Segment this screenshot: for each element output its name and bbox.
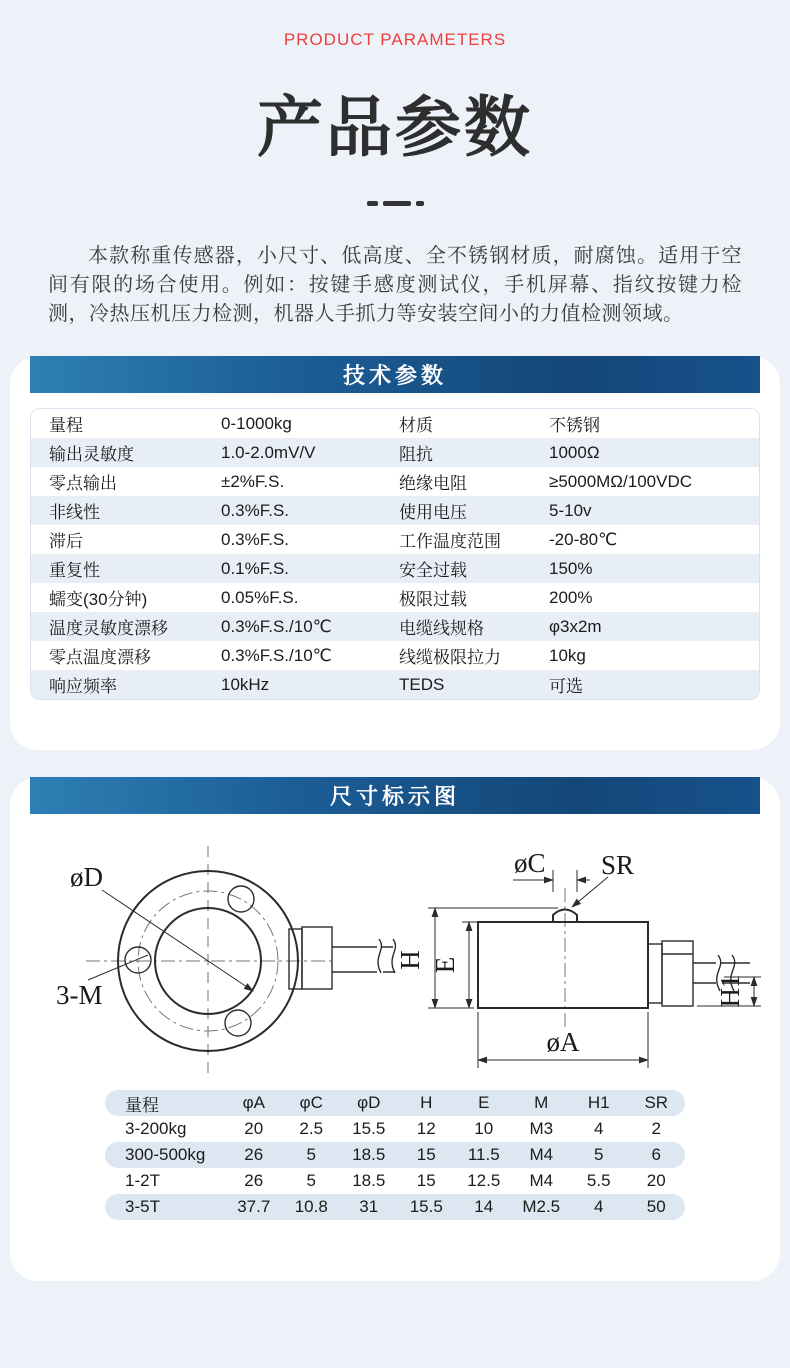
bolt-hole: [225, 1010, 251, 1036]
spec-cell: 工作温度范围: [399, 532, 501, 551]
spec-row: [31, 641, 759, 670]
dim-cell: 15: [416, 1171, 436, 1190]
dim-cell: M4: [529, 1145, 554, 1164]
dim-cell: 26: [244, 1171, 264, 1190]
dim-table-row: [105, 1116, 685, 1142]
dim-cell: 6: [651, 1145, 661, 1164]
dim-cell: 20: [646, 1171, 666, 1190]
spec-cell: TEDS: [399, 674, 445, 694]
dim-cell: M: [534, 1093, 549, 1112]
spec-cell: 5-10v: [549, 500, 592, 520]
dim-cell: 26: [244, 1145, 264, 1164]
dim-cell: φC: [299, 1093, 323, 1112]
dim-cell: 18.5: [352, 1171, 386, 1190]
dim-cell: 3-5T: [125, 1197, 160, 1216]
spec-cell: 0-1000kg: [221, 413, 292, 433]
spec-cell: 蠕变(30分钟): [49, 590, 148, 609]
spec-cell: 极限过载: [399, 590, 467, 609]
dimension-header-bar: [30, 777, 760, 814]
product-description: 本款称重传感器，小尺寸、低高度、全不锈钢材质，耐腐蚀。适用于空间有限的场合使用。例如：按键手感度测试仪，手机屏幕、指纹按键力检测，冷热压机压力检测，机器人手抓力等安装空间小的力值检测领域。: [48, 245, 742, 325]
spec-cell: 10kHz: [221, 674, 270, 694]
dim-cell: 12.5: [467, 1171, 501, 1190]
spec-cell: 零点输出: [49, 474, 117, 493]
dim-table-row: [105, 1194, 685, 1220]
spec-cell: 0.3%F.S.: [221, 500, 290, 520]
dim-cell: 15.5: [352, 1119, 386, 1138]
dimension-drawing: [30, 830, 760, 1080]
spec-row: [31, 496, 759, 525]
divider-dash-small: [416, 201, 424, 206]
dim-cell: 18.5: [352, 1145, 386, 1164]
dim-cell: φA: [242, 1093, 265, 1112]
dim-cell: 10: [474, 1119, 494, 1138]
spec-table: [30, 408, 760, 700]
spec-cell: ≥5000MΩ/100VDC: [549, 471, 692, 491]
spec-cell: 不锈钢: [549, 416, 600, 435]
dim-cell: M3: [529, 1119, 554, 1138]
dim-cell: 50: [646, 1197, 666, 1216]
dim-cell: 5: [594, 1145, 604, 1164]
spec-cell: 0.3%F.S.: [221, 529, 290, 549]
dim-table-header: [105, 1090, 685, 1116]
dim-cell: 10.8: [294, 1197, 328, 1216]
dim-cell: H1: [587, 1093, 610, 1112]
dim-cell: 5: [306, 1171, 316, 1190]
spec-cell: 200%: [549, 587, 593, 607]
spec-cell: φ3x2m: [549, 616, 602, 636]
dim-table-row: [105, 1142, 685, 1168]
spec-row: [31, 554, 759, 583]
dim-table: [105, 1090, 685, 1220]
dim-cell: 2.5: [299, 1119, 324, 1138]
dim-cell: M2.5: [522, 1197, 561, 1216]
spec-cell: 绝缘电阻: [399, 474, 467, 493]
dim-cell: 量程: [125, 1095, 159, 1115]
spec-cell: 使用电压: [399, 503, 467, 522]
product-parameters-page: [0, 30, 790, 1281]
dimension-drawing-svg: [30, 830, 780, 1080]
spec-cell: 0.3%F.S./10℃: [221, 616, 332, 636]
side-view: [395, 848, 761, 1068]
spec-cell: 阻抗: [399, 445, 433, 464]
dim-cell: 15: [416, 1145, 436, 1164]
dim-cell: 31: [359, 1197, 379, 1216]
spec-row: [31, 525, 759, 554]
dim-table-row: [105, 1168, 685, 1194]
spec-cell: 非线性: [49, 503, 100, 522]
spec-cell: 电缆线规格: [399, 619, 484, 638]
dim-label-e: E: [430, 956, 460, 974]
spec-cell: 150%: [549, 558, 593, 578]
dim-cell: 300-500kg: [125, 1145, 206, 1164]
eyebrow-label: PRODUCT PARAMETERS: [283, 30, 507, 49]
dimension-section: [10, 777, 780, 1281]
spec-cell: 零点温度漂移: [49, 648, 151, 667]
dim-cell: 2: [651, 1119, 661, 1138]
spec-cell: -20-80℃: [549, 529, 618, 549]
dim-cell: 5.5: [586, 1171, 611, 1190]
dim-cell: 20: [244, 1119, 264, 1138]
spec-row: [31, 670, 759, 699]
dim-label-sr: SR: [601, 850, 635, 880]
dim-label-h: H: [395, 950, 425, 970]
dim-cell: M4: [529, 1171, 554, 1190]
dim-label-h1: H1: [715, 974, 745, 1008]
tech-params-title: 技术参数: [342, 363, 447, 388]
spec-cell: 滞后: [49, 532, 83, 551]
dim-label-c: øC: [514, 848, 546, 878]
spec-cell: 响应频率: [49, 677, 117, 696]
dim-cell: 3-200kg: [125, 1119, 187, 1138]
spec-cell: ±2%F.S.: [221, 471, 285, 491]
spec-row: [31, 438, 759, 467]
dim-cell: 1-2T: [125, 1171, 160, 1190]
dim-cell: 14: [474, 1197, 494, 1216]
page-title: 产品参数: [257, 90, 533, 164]
spec-row: [31, 409, 759, 438]
dim-label-front-d: øD: [70, 862, 103, 892]
spec-cell: 量程: [49, 416, 83, 435]
spec-cell: 1000Ω: [549, 442, 600, 462]
spec-cell: 0.1%F.S.: [221, 558, 290, 578]
spec-row: [31, 467, 759, 496]
divider-dash-large: [383, 201, 411, 206]
tech-params-section: [10, 356, 780, 750]
dim-cell: E: [478, 1093, 490, 1112]
dim-cell: 5: [306, 1145, 316, 1164]
spec-cell: 1.0-2.0mV/V: [221, 442, 316, 462]
dim-cell: 15.5: [409, 1197, 443, 1216]
spec-cell: 材质: [399, 416, 433, 435]
dim-cell: 4: [594, 1197, 604, 1216]
dim-cell: SR: [644, 1093, 669, 1112]
spec-cell: 安全过载: [399, 561, 467, 580]
spec-cell: 0.3%F.S./10℃: [221, 645, 332, 665]
front-view: [56, 846, 395, 1074]
dim-cell: φD: [357, 1093, 381, 1112]
dim-cell: 11.5: [467, 1145, 500, 1164]
spec-cell: 10kg: [549, 645, 586, 665]
spec-row: [31, 583, 759, 612]
spec-cell: 线缆极限拉力: [399, 648, 501, 667]
spec-cell: 重复性: [49, 561, 100, 580]
tech-params-header-bar: [30, 356, 760, 393]
dim-cell: 12: [416, 1119, 436, 1138]
divider-dash-small: [367, 201, 378, 206]
spec-cell: 输出灵敏度: [49, 445, 134, 464]
dim-label-a: øA: [546, 1027, 580, 1057]
spec-cell: 可选: [549, 677, 583, 696]
dim-cell: 4: [594, 1119, 604, 1138]
title-divider: [0, 201, 790, 206]
spec-cell: 0.05%F.S.: [221, 587, 299, 607]
spec-cell: 温度灵敏度漂移: [49, 619, 168, 638]
dim-cell: 37.7: [237, 1197, 271, 1216]
dim-cell: H: [420, 1093, 433, 1112]
dimension-title: 尺寸标示图: [329, 784, 460, 809]
spec-row: [31, 612, 759, 641]
dim-label-front-m: 3-M: [56, 980, 103, 1010]
